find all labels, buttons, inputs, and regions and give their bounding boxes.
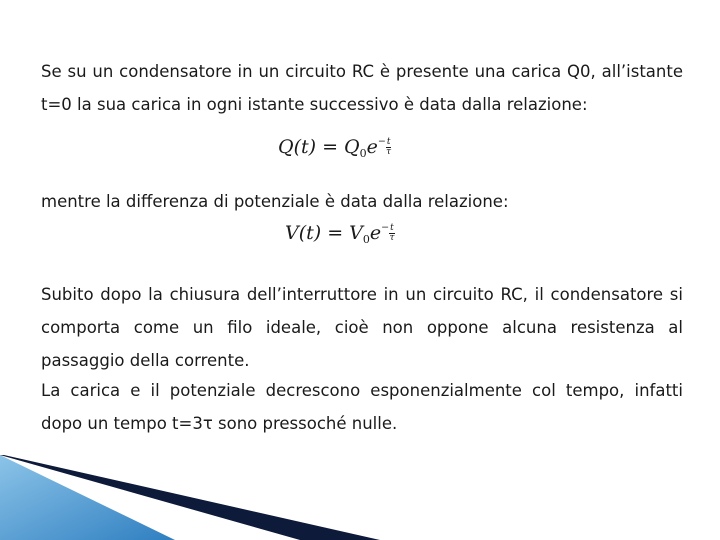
paragraph-exponential-decay: La carica e il potenziale decrescono esponenzialmente col tempo, infatti dopo un tempo t=3τ sono pressoché nulle. xyxy=(41,381,683,433)
formula-voltage-exp-num: t xyxy=(390,223,394,233)
formula-voltage xyxy=(285,222,395,246)
formula-charge-exp-sign: − xyxy=(377,136,386,147)
formula-voltage-base: e xyxy=(369,222,382,244)
formula-voltage-lhs: V(t) = V xyxy=(285,222,363,244)
paragraph-voltage-intro: mentre la differenza di potenziale è data dalla relazione: xyxy=(41,192,509,211)
formula-charge-exp-num: t xyxy=(386,137,391,147)
decor-blue-wedge xyxy=(0,455,175,540)
paragraph-switch-closing: Subito dopo la chiusura dell’interruttore in un circuito RC, il condensatore si comporta come un filo ideale, cioè non oppone alcuna resistenza al passaggio della corrente. xyxy=(41,285,683,370)
formula-charge-lhs: Q(t) = Q xyxy=(278,136,360,158)
formula-charge-base: e xyxy=(366,136,378,158)
formula-voltage-exp-sign: − xyxy=(381,222,390,233)
slide-corner-decoration xyxy=(0,455,720,540)
formula-voltage-exp-den: τ xyxy=(389,233,395,243)
paragraph-charge-intro: Se su un condensatore in un circuito RC è presente una carica Q0, all’istante t=0 la sua carica in ogni istante successivo è data dalla relazione: xyxy=(41,62,683,114)
formula-voltage-sub: 0 xyxy=(362,233,370,246)
formula-charge-exp-den: τ xyxy=(386,147,392,157)
formula-charge-sub: 0 xyxy=(359,147,367,160)
formula-charge xyxy=(278,136,391,160)
